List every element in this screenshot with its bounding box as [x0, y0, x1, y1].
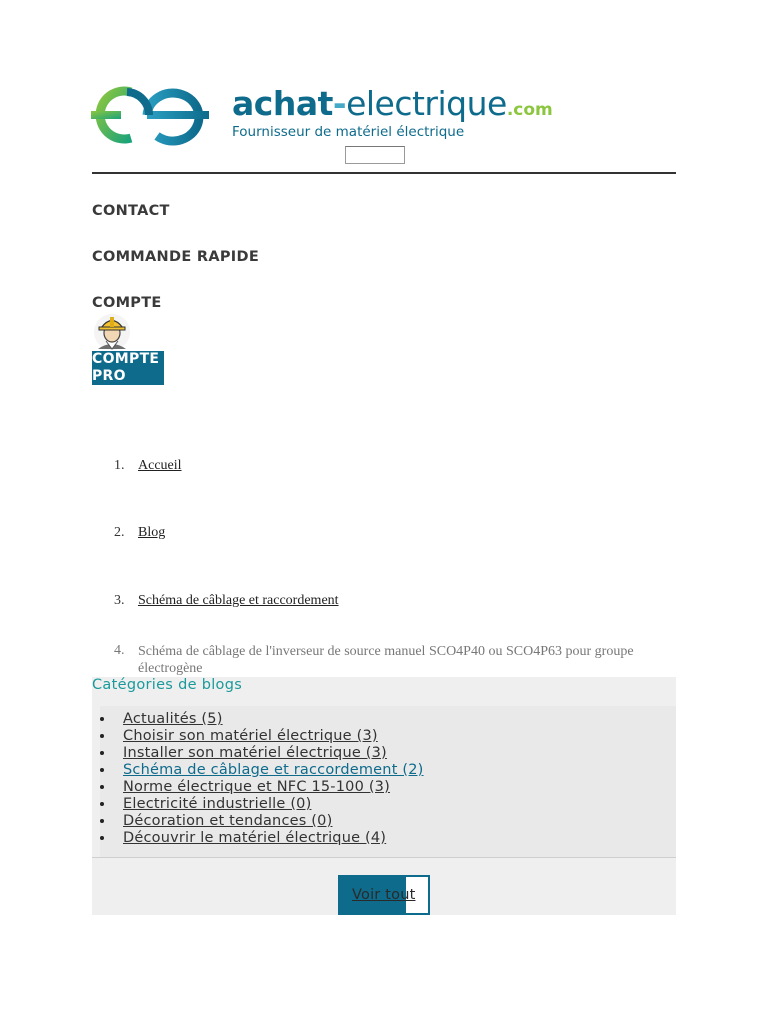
- nav-quick-order-link[interactable]: COMMANDE RAPIDE: [92, 249, 260, 265]
- breadcrumb-link-blog[interactable]: Blog: [138, 525, 166, 540]
- category-link-choisir[interactable]: Choisir son matériel électrique (3): [123, 728, 378, 744]
- bullet-icon: [100, 802, 104, 806]
- bullet-icon: [100, 785, 104, 789]
- worker-helmet-icon: [92, 313, 132, 351]
- pro-account-line2: PRO: [92, 368, 128, 385]
- breadcrumb-item: [114, 593, 339, 609]
- category-link-schema[interactable]: Schéma de câblage et raccordement (2): [123, 762, 424, 778]
- logo-brand-part2: electrique: [346, 84, 507, 123]
- nav-account-link[interactable]: COMPTE: [92, 295, 162, 311]
- breadcrumb-number: 1.: [114, 458, 125, 473]
- logo-ae-icon: [91, 84, 213, 146]
- bullet-icon: [100, 768, 104, 772]
- category-link-norme[interactable]: Norme électrique et NFC 15-100 (3): [123, 779, 390, 795]
- bullet-icon: [100, 836, 104, 840]
- breadcrumb-item: [114, 458, 182, 474]
- bullet-icon: [100, 717, 104, 721]
- category-link-decoration[interactable]: Décoration et tendances (0): [123, 813, 333, 829]
- breadcrumb-item-current: [114, 643, 634, 676]
- logo-brand-part1: achat: [232, 84, 333, 123]
- breadcrumb-number: 2.: [114, 525, 125, 540]
- nav-contact-link[interactable]: CONTACT: [92, 203, 170, 219]
- see-all-label: Voir tout: [352, 887, 416, 903]
- logo-brand-tld: .com: [506, 100, 553, 120]
- breadcrumb-item: [114, 525, 165, 541]
- pro-account-link[interactable]: [92, 351, 164, 385]
- logo-tagline: Fournisseur de matériel électrique: [232, 124, 465, 140]
- breadcrumb-current-label: Schéma de câblage de l'inverseur de source manuel SCO4P40 ou SCO4P63 pour groupe électrogène: [138, 644, 634, 676]
- breadcrumb-link-category[interactable]: Schéma de câblage et raccordement: [138, 593, 339, 608]
- breadcrumb-number: 4.: [114, 643, 125, 658]
- bullet-icon: [100, 751, 104, 755]
- pro-account-line1: COMPTE: [92, 351, 160, 367]
- search-input[interactable]: [345, 146, 405, 164]
- bullet-icon: [100, 734, 104, 738]
- breadcrumb-link-home[interactable]: Accueil: [138, 458, 182, 473]
- breadcrumb-number: 3.: [114, 593, 125, 608]
- category-link-decouvrir[interactable]: Découvrir le matériel électrique (4): [123, 830, 387, 846]
- header-divider: [92, 172, 676, 174]
- logo-wordmark: [232, 82, 553, 140]
- category-link-industrielle[interactable]: Electricité industrielle (0): [123, 796, 312, 812]
- category-link-actualites[interactable]: Actualités (5): [123, 711, 223, 727]
- see-all-button[interactable]: [338, 875, 430, 915]
- category-link-installer[interactable]: Installer son matériel électrique (3): [123, 745, 387, 761]
- site-logo[interactable]: [91, 84, 601, 148]
- categories-title: Catégories de blogs: [92, 677, 243, 693]
- logo-brand-dash: -: [332, 84, 347, 123]
- bullet-icon: [100, 819, 104, 823]
- categories-divider: [92, 857, 676, 858]
